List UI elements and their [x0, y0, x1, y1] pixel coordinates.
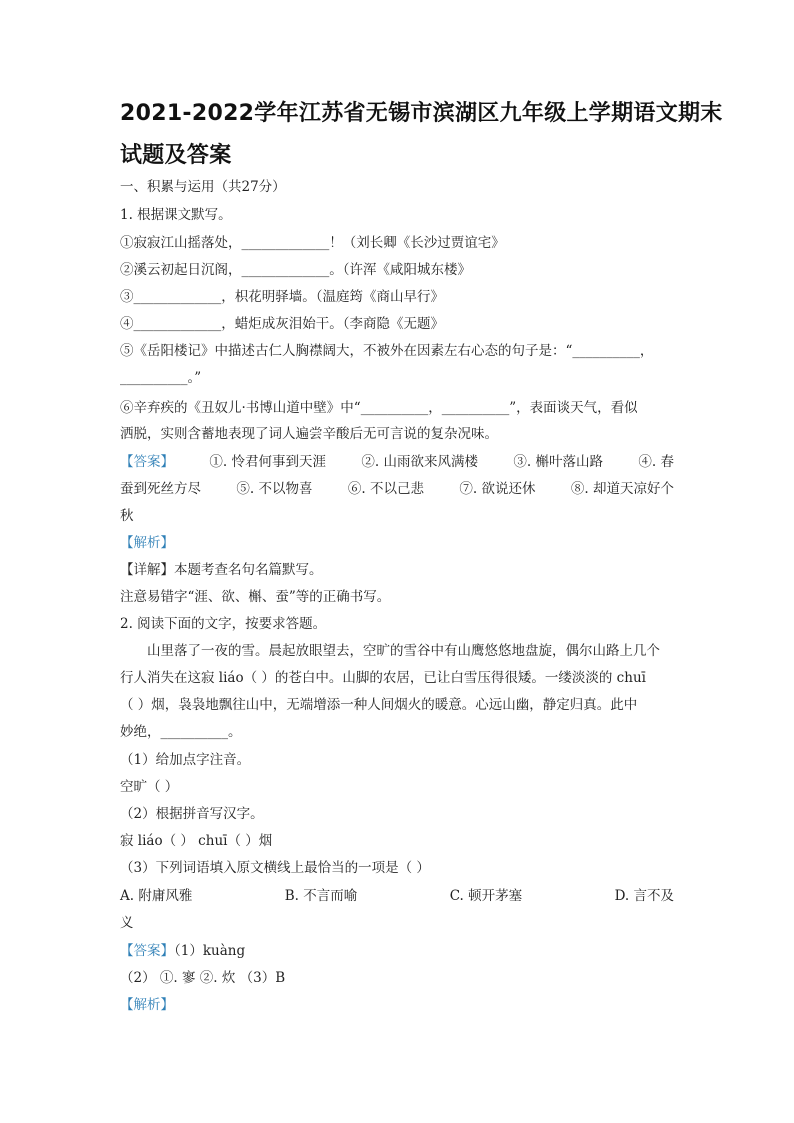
answer-item: ⑦. 欲说还休 [459, 481, 536, 497]
detail-text: 本题考查名句名篇默写。 [174, 562, 323, 578]
detail-line [120, 560, 680, 580]
option-a: A. 附庸风雅 [120, 888, 193, 904]
option-b: B. 不言而喻 [284, 888, 358, 904]
analysis-label: 【解析】 [120, 535, 174, 551]
q1-item-4: ④_____________，蜡炬成灰泪始干。（李商隐《无题》 [120, 316, 444, 332]
q1-note: 注意易错字“涯、欲、槲、蚕”等的正确书写。 [120, 589, 391, 605]
q1-item-6: ⑥辛弃疾的《丑奴儿·书博山道中壁》中“__________，__________”，表面谈天气，看似 [120, 400, 638, 416]
answer-item: 蚕到死丝方尽 [120, 481, 201, 497]
q2-sub1-item: 空旷（ ） [120, 779, 179, 795]
analysis-label: 【解析】 [120, 997, 174, 1013]
document-title-line2: 试题及答案 [120, 143, 232, 168]
q2-passage-line-2: 行人消失在这寂 liáo（ ）的苍白中。山脚的农居，已让白雪压得很矮。一缕淡淡的 chuī [120, 670, 646, 686]
q1-item-5-cont: __________。” [120, 370, 202, 386]
q1-item-6-cont: 洒脱，实则含蓄地表现了词人遍尝辛酸后无可言说的复杂况味。 [120, 426, 498, 442]
q1-item-5: ⑤《岳阳楼记》中描述古仁人胸襟阔大，不被外在因素左右心态的句子是：“__________， [120, 343, 654, 359]
answer-text: （1）kuàng [174, 943, 246, 959]
answer-label: 【答案】 [120, 943, 174, 959]
q2-passage-line-3: （ ）烟，袅袅地飘往山中，无端增添一种人间烟火的暖意。心远山幽，静定归真。此中 [120, 697, 638, 713]
answer-item: ④. 春 [638, 454, 674, 470]
answer-item: ⑥. 不以己悲 [347, 481, 424, 497]
document-title-line1: 2021-2022学年江苏省无锡市滨湖区九年级上学期语文期末 [120, 101, 723, 126]
section-heading: 一、积累与运用（共27分） [120, 179, 286, 195]
answer-item: ①. 怜君何事到天涯 [209, 454, 326, 470]
option-d: D. 言不及 [614, 888, 674, 904]
q2-options [120, 886, 680, 906]
detail-label: 【详解】 [120, 562, 174, 578]
q1-item-3: ③_____________，枳花明驿墙。（温庭筠《商山早行》 [120, 289, 444, 305]
q1-answer-row-1 [120, 452, 680, 472]
question-2-prompt: 2. 阅读下面的文字，按要求答题。 [120, 616, 327, 632]
q1-answer-row-3: 秋 [120, 508, 134, 524]
answer-label: 【答案】 [120, 454, 174, 470]
answer-item: ③. 槲叶落山路 [513, 454, 603, 470]
q2-passage-line-4: 妙绝，__________。 [120, 724, 242, 740]
answer-item: ⑧. 却道天凉好个 [570, 481, 674, 497]
q1-answer-row-2 [120, 479, 680, 499]
q2-sub1-prompt: （1）给加点字注音。 [120, 752, 251, 768]
q2-option-wrap: 义 [120, 915, 134, 931]
option-c: C. 顿开茅塞 [449, 888, 523, 904]
q2-sub3-prompt: （3）下列词语填入原文横线上最恰当的一项是（ ） [120, 860, 430, 876]
q1-item-2: ②溪云初起日沉阁，_____________。（许浑《咸阳城东楼》 [120, 262, 471, 278]
q2-sub2-prompt: （2）根据拼音写汉字。 [120, 806, 264, 822]
q2-sub2-item: 寂 liáo（ ） chuī（ ）烟 [120, 833, 273, 849]
answer-item: ⑤. 不以物喜 [236, 481, 313, 497]
q2-answer-line-1 [120, 941, 680, 961]
q2-passage-line-1: 山里落了一夜的雪。晨起放眼望去，空旷的雪谷中有山鹰悠悠地盘旋，偶尔山路上几个 [147, 643, 660, 659]
question-1-prompt: 1. 根据课文默写。 [120, 207, 232, 223]
q1-item-1: ①寂寂江山摇落处，_____________！（刘长卿《长沙过贾谊宅》 [120, 235, 505, 251]
q2-answer-line-2: （2） ①. 寥 ②. 炊 （3）B [120, 970, 286, 986]
answer-item: ②. 山雨欲来风满楼 [361, 454, 478, 470]
